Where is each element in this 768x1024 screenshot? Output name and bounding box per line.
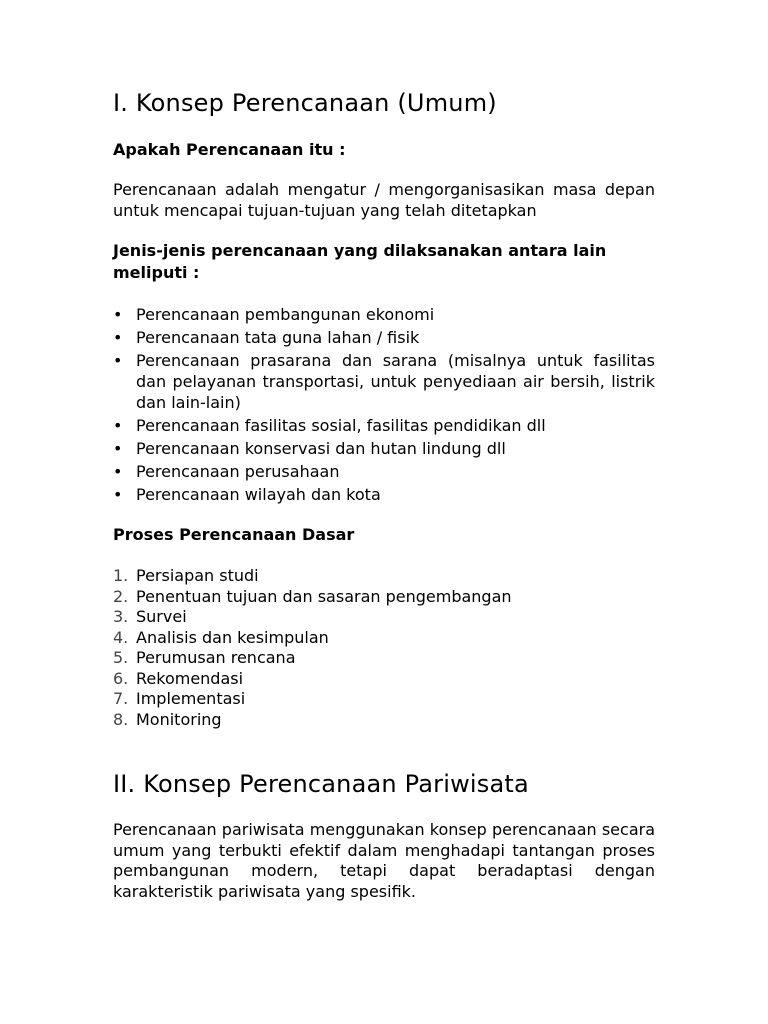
bullet-icon: • bbox=[113, 351, 123, 370]
list-item bbox=[113, 484, 655, 505]
tourism-planning-paragraph: Perencanaan pariwisata menggunakan konsep perencanaan secara umum yang terbukti efektif dalam menghadapi tantangan proses pembangunan modern, tetapi dapat beradaptasi dengan karakteristik pariwisata yang spesifik. bbox=[113, 820, 655, 901]
step-number: 3. bbox=[113, 607, 129, 626]
planning-types-heading: Jenis-jenis perencanaan yang dilaksanakan antara lain meliputi : bbox=[113, 241, 607, 282]
bullet-icon: • bbox=[113, 416, 123, 435]
step-number: 8. bbox=[113, 709, 129, 729]
bullet-icon: • bbox=[113, 485, 123, 504]
list-item-text: Perencanaan pembangunan ekonomi bbox=[136, 305, 435, 324]
list-item bbox=[113, 689, 655, 710]
step-number: 5. bbox=[113, 648, 129, 667]
list-item bbox=[113, 648, 655, 669]
bullet-icon: • bbox=[113, 439, 123, 458]
list-item bbox=[113, 710, 655, 731]
list-item bbox=[113, 607, 655, 628]
list-item-text: Perencanaan perusahaan bbox=[136, 462, 340, 481]
step-text: Rekomendasi bbox=[136, 668, 244, 688]
list-item bbox=[113, 566, 655, 587]
step-text: Implementasi bbox=[136, 689, 246, 708]
process-steps-list bbox=[113, 566, 655, 730]
list-item-text: Perencanaan wilayah dan kota bbox=[136, 485, 381, 504]
list-item-text: Perencanaan prasarana dan sarana (misalnya untuk fasilitas dan pelayanan transportasi, untuk penyediaan air bersih, listrik dan lain-lain) bbox=[136, 351, 655, 412]
list-item bbox=[113, 587, 655, 608]
list-item bbox=[113, 438, 655, 459]
list-item bbox=[113, 304, 655, 325]
list-item bbox=[113, 327, 655, 348]
step-number: 1. bbox=[113, 566, 129, 585]
list-item bbox=[113, 350, 655, 413]
step-text: Monitoring bbox=[136, 709, 222, 729]
list-item bbox=[113, 669, 655, 690]
step-text: Persiapan studi bbox=[136, 566, 259, 585]
step-text: Perumusan rencana bbox=[136, 648, 296, 667]
section-1-title: I. Konsep Perencanaan (Umum) bbox=[113, 89, 497, 117]
step-number: 6. bbox=[113, 668, 129, 688]
step-number: 4. bbox=[113, 627, 129, 647]
bullet-icon: • bbox=[113, 305, 123, 324]
list-item bbox=[113, 628, 655, 649]
step-text: Analisis dan kesimpulan bbox=[136, 627, 329, 647]
step-text: Survei bbox=[136, 607, 187, 626]
bullet-icon: • bbox=[113, 462, 123, 481]
section-1-subheading: Apakah Perencanaan itu : bbox=[113, 140, 346, 159]
list-item-text: Perencanaan tata guna lahan / fisik bbox=[136, 328, 420, 347]
section-2-title: II. Konsep Perencanaan Pariwisata bbox=[113, 770, 529, 798]
step-number: 2. bbox=[113, 586, 129, 606]
list-item bbox=[113, 415, 655, 436]
list-item-text: Perencanaan konservasi dan hutan lindung dll bbox=[136, 439, 506, 458]
planning-definition-paragraph: Perencanaan adalah mengatur / mengorganisasikan masa depan untuk mencapai tujuan-tujuan yang telah ditetapkan bbox=[113, 180, 655, 220]
planning-types-list bbox=[113, 304, 655, 507]
bullet-icon: • bbox=[113, 328, 123, 347]
step-text: Penentuan tujuan dan sasaran pengembangan bbox=[136, 586, 512, 606]
process-heading: Proses Perencanaan Dasar bbox=[113, 525, 355, 544]
list-item bbox=[113, 461, 655, 482]
step-number: 7. bbox=[113, 689, 129, 708]
list-item-text: Perencanaan fasilitas sosial, fasilitas pendidikan dll bbox=[136, 416, 546, 435]
